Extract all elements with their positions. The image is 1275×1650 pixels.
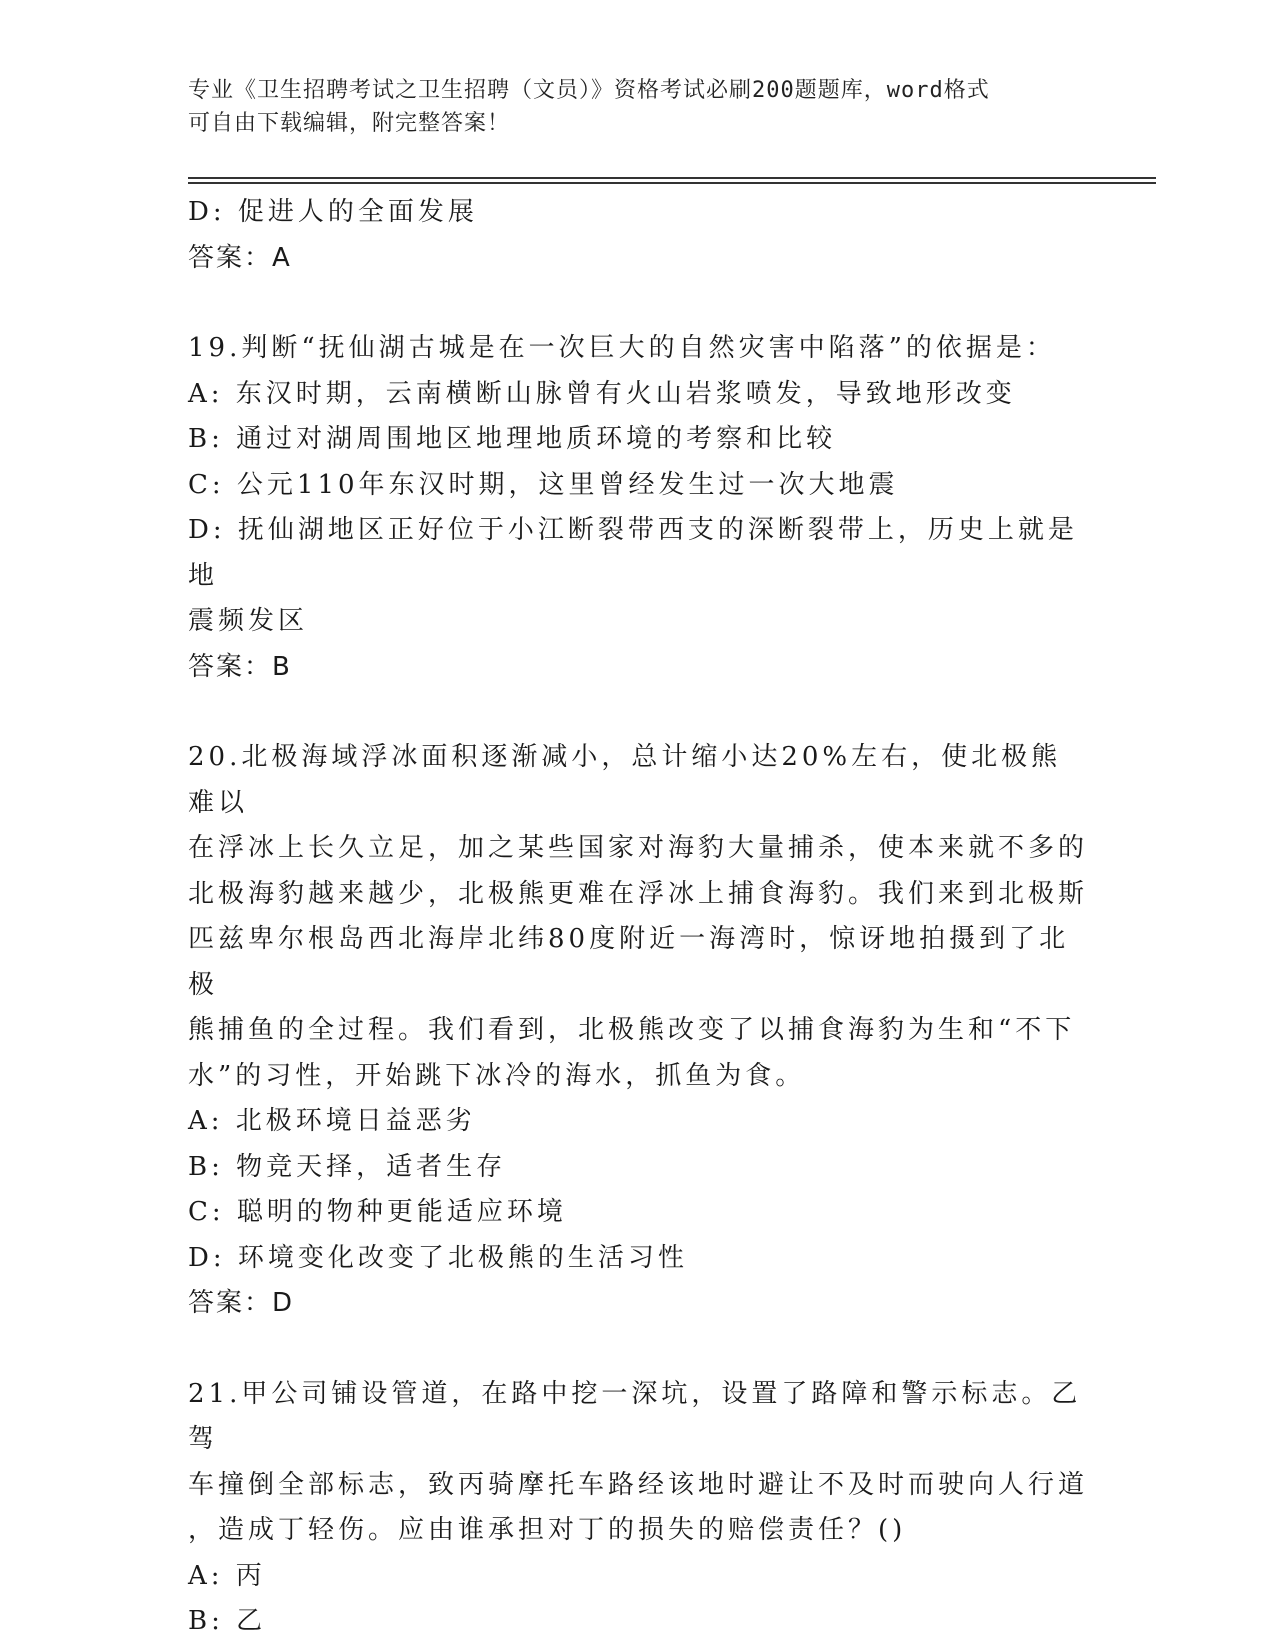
question-stem-line-3: ，造成丁轻伤。应由谁承担对丁的损失的赔偿责任？() [188,1515,907,1545]
question-18-tail [188,190,1088,281]
question-stem-line-6: 水”的习性，开始跳下冰冷的海水，抓鱼为食。 [188,1060,806,1091]
option-a: A: 东汉时期，云南横断山脉曾有火山岩浆喷发，导致地形改变 [188,378,1016,409]
option-d: D: 促进人的全面发展 [188,197,478,227]
question-stem-line-1: 20.北极海域浮冰面积逐渐减小，总计缩小达20%左右，使北极熊难以 [188,742,1062,818]
answer-line: 答案：B [188,651,292,682]
option-a: A: 丙 [188,1560,266,1591]
option-c: C: 公元110年东汉时期，这里曾经发生过一次大地震 [188,469,899,500]
question-stem-line-1: 21.甲公司铺设管道，在路中挖一深坑，设置了路障和警示标志。乙驾 [188,1378,1082,1454]
answer-line: 答案：D [188,1288,295,1318]
header-subtitle-line: 可自由下载编辑，附完整答案！ [188,111,511,136]
question-stem-line-4: 匹兹卑尔根岛西北海岸北纬80度附近一海湾时，惊讶地拍摄到了北极 [188,924,1070,1000]
question-stem-line-2: 在浮冰上长久立足，加之某些国家对海豹大量捕杀，使本来就不多的 [188,833,1089,863]
header-divider-bottom [188,182,1156,184]
option-d: D: 环境变化改变了北极熊的生活习性 [188,1242,688,1273]
header-title-line: 专业《卫生招聘考试之卫生招聘（文员）》资格考试必刷200题题库，word格式 [188,78,990,103]
spacer [188,690,1088,735]
question-21 [188,1372,1088,1645]
question-19 [188,326,1088,690]
question-stem-line-5: 熊捕鱼的全过程。我们看到，北极熊改变了以捕食海豹为生和“不下 [188,1015,1076,1045]
option-a: A: 北极环境日益恶劣 [188,1106,476,1136]
header-divider-top [188,177,1156,179]
spacer [188,1327,1088,1372]
option-b: B: 通过对湖周围地区地理地质环境的考察和比较 [188,424,837,454]
option-b: B: 物竞天择，适者生存 [188,1151,507,1182]
option-b: B: 乙 [188,1606,267,1636]
question-content [188,190,1088,1645]
spacer [188,281,1088,326]
question-stem-line-2: 车撞倒全部标志，致丙骑摩托车路经该地时避让不及时而驶向人行道 [188,1469,1089,1500]
question-20 [188,735,1088,1327]
document-header [188,74,1068,140]
question-stem-line-3: 北极海豹越来越少，北极熊更难在浮冰上捕食海豹。我们来到北极斯 [188,878,1089,909]
answer-line: 答案：A [188,242,292,273]
option-d-line-2: 震频发区 [188,606,309,636]
option-c: C: 聪明的物种更能适应环境 [188,1197,567,1227]
question-stem: 19.判断“抚仙湖古城是在一次巨大的自然灾害中陷落”的依据是： [188,333,1056,363]
option-d-line-1: D: 抚仙湖地区正好位于小江断裂带西支的深断裂带上，历史上就是地 [188,515,1078,591]
